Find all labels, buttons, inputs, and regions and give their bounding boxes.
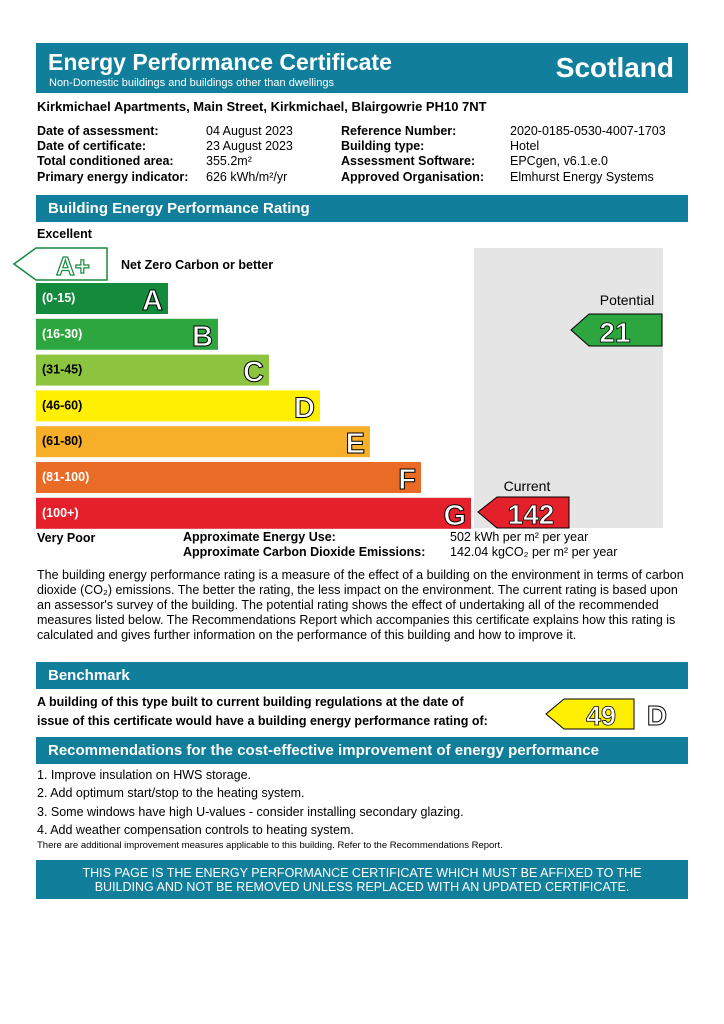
country-label: Scotland — [555, 52, 674, 83]
aplus-text: Net Zero Carbon or better — [121, 258, 274, 272]
recommendation-item: 3. Some windows have high U-values - consider installing secondary glazing. — [37, 805, 464, 819]
co2-value: 142.04 kgCO₂ per m² per year — [450, 545, 618, 559]
certificate-title: Energy Performance Certificate — [48, 49, 392, 75]
current-value: 142 — [507, 499, 555, 530]
certificate-subtitle: Non-Domestic buildings and buildings other than dwellings — [49, 77, 334, 89]
footer-notice — [36, 860, 688, 899]
primary-energy-value: 626 kWh/m²/yr — [206, 170, 288, 184]
certificate-date-label: Date of certificate: — [37, 139, 147, 153]
band-range-c: (31-45) — [42, 362, 83, 377]
recommendation-item: 2. Add optimum start/stop to the heating system. — [37, 786, 305, 800]
assessment-software-value: EPCgen, v6.1.e.0 — [510, 154, 608, 168]
reference-number-label: Reference Number: — [341, 124, 457, 138]
total-area-value: 355.2m² — [206, 154, 252, 168]
band-range-f: (81-100) — [42, 470, 90, 484]
certificate-date-value: 23 August 2023 — [206, 139, 293, 153]
potential-label: Potential — [599, 292, 655, 308]
rating-explanation: The building energy performance rating is a measure of the effect of a building on the environment in terms of carbon dioxide (CO₂) emissions. The better the rating, the less impact on the environment. The current rating is based upon an assessor's survey of the building. The potential rating shows the effect of undertaking all of the recommended measures listed below. The Recommendations Report which accompanies this certificate explains how this rating is calculated and gives further information on the performance of this building and how to improve it. — [37, 568, 684, 642]
recommendations-title: Recommendations for the cost-effective improvement of energy performance — [48, 742, 599, 759]
energy-use-value: 502 kWh per m² per year — [450, 530, 589, 544]
co2-label: Approximate Carbon Dioxide Emissions: — [183, 545, 426, 559]
very-poor-label: Very Poor — [37, 531, 96, 545]
assessment-software-label: Assessment Software: — [341, 154, 476, 168]
building-type-value: Hotel — [510, 139, 540, 153]
benchmark-title: Benchmark — [48, 667, 130, 684]
recommendations-note: There are additional improvement measures applicable to this building. Refer to the Recommendations Report. — [37, 840, 503, 851]
benchmark-section-bar — [36, 662, 688, 689]
band-range-e: (61-80) — [42, 434, 83, 449]
benchmark-line-1: A building of this type built to current building regulations at the date of — [37, 695, 464, 709]
current-label: Current — [503, 478, 551, 494]
band-bar-g — [36, 498, 471, 529]
total-area-label: Total conditioned area: — [37, 154, 174, 168]
excellent-label: Excellent — [37, 227, 92, 241]
band-letter-f: F — [398, 464, 416, 496]
primary-energy-label: Primary energy indicator: — [37, 170, 189, 184]
recommendations-section-bar — [36, 737, 688, 764]
recommendation-item: 4. Add weather compensation controls to heating system. — [37, 823, 354, 837]
assessment-date-value: 04 August 2023 — [206, 124, 293, 138]
band-range-g: (100+) — [42, 505, 79, 520]
band-range-d: (46-60) — [42, 398, 83, 413]
rating-section-title: Building Energy Performance Rating — [48, 200, 310, 217]
footer-line-2: BUILDING AND NOT BE REMOVED UNLESS REPLACED WITH AN UPDATED CERTIFICATE. — [94, 880, 630, 894]
benchmark-line-2: issue of this certificate would have a building energy performance rating of: — [37, 714, 488, 728]
band-range-b: (16-30) — [42, 326, 83, 341]
building-type-label: Building type: — [341, 139, 425, 153]
aplus-letter: A+ — [56, 251, 90, 281]
potential-value: 21 — [599, 317, 631, 348]
band-letter-a: A — [142, 285, 163, 317]
energy-use-label: Approximate Energy Use: — [183, 530, 336, 544]
band-bar-f — [36, 462, 421, 493]
building-address: Kirkmichael Apartments, Main Street, Kirkmichael, Blairgowrie PH10 7NT — [37, 99, 487, 114]
band-bar-e — [36, 426, 370, 457]
band-letter-c: C — [243, 356, 264, 389]
benchmark-letter: D — [646, 700, 668, 731]
footer-line-1: THIS PAGE IS THE ENERGY PERFORMANCE CERTIFICATE WHICH MUST BE AFFIXED TO THE — [82, 866, 642, 880]
band-letter-b: B — [192, 320, 213, 353]
benchmark-graphic — [540, 694, 670, 734]
reference-number-value: 2020-0185-0530-4007-1703 — [510, 124, 666, 138]
band-letter-e: E — [345, 428, 365, 461]
approved-organisation-value: Elmhurst Energy Systems — [510, 170, 654, 184]
band-letter-d: D — [294, 392, 315, 425]
band-range-a: (0-15) — [42, 291, 76, 305]
benchmark-value: 49 — [585, 701, 617, 731]
assessment-date-label: Date of assessment: — [37, 124, 159, 138]
band-letter-g: G — [443, 499, 466, 532]
recommendation-item: 1. Improve insulation on HWS storage. — [37, 768, 251, 782]
approved-organisation-label: Approved Organisation: — [341, 170, 485, 184]
